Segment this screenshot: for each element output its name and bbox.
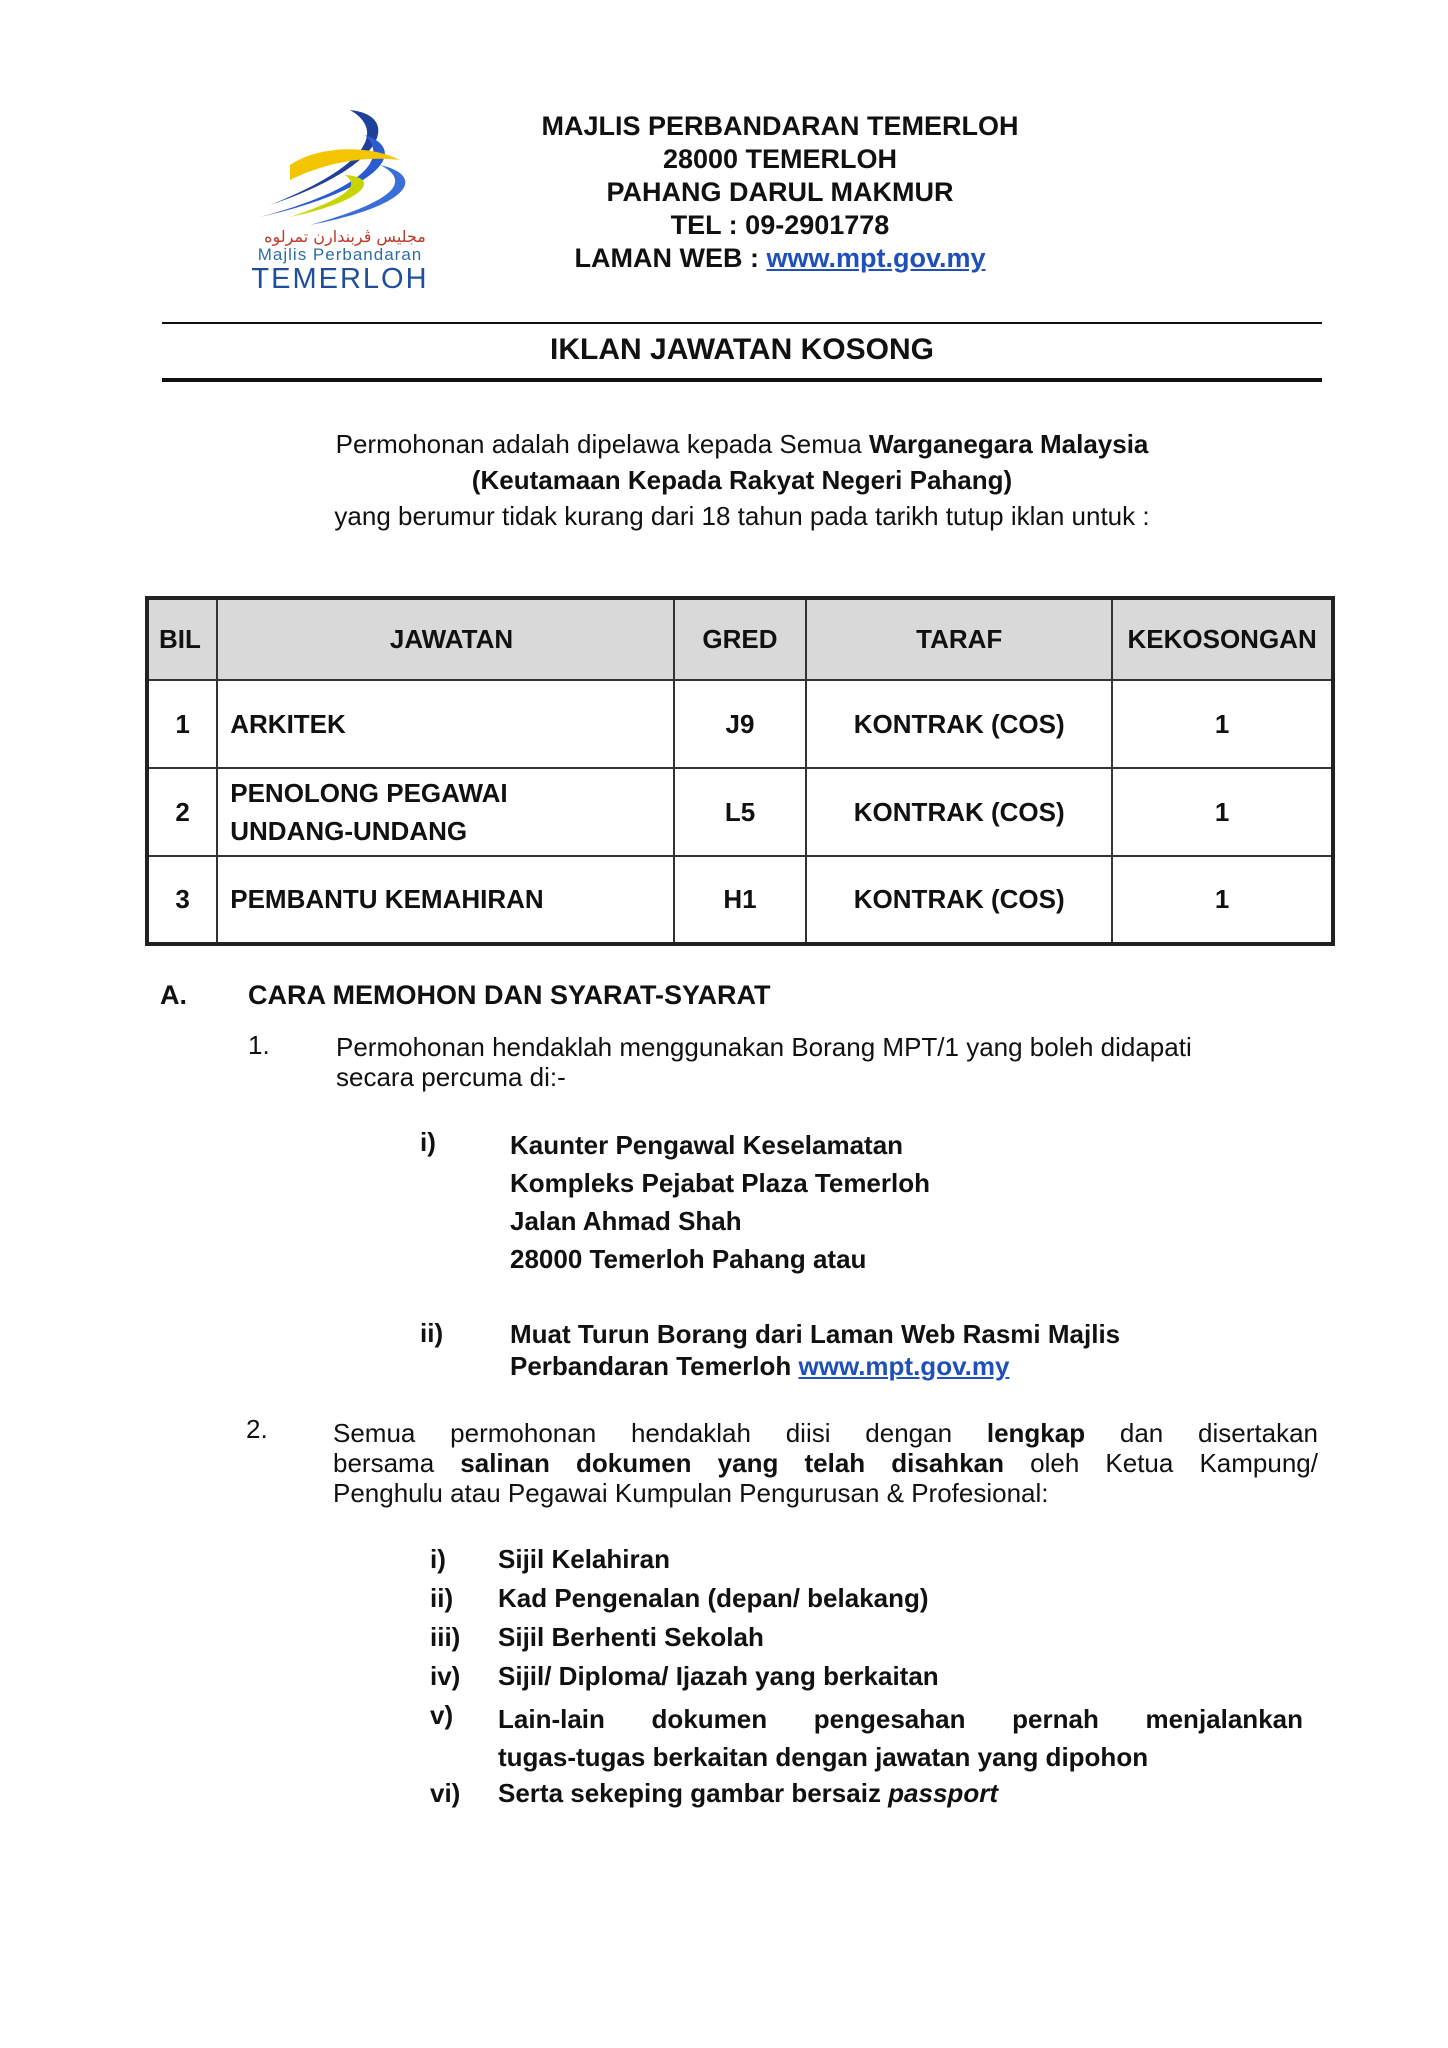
section-letter: A.: [160, 980, 187, 1010]
intro-line-2: (Keutamaan Kepada Rakyat Negeri Pahang): [471, 465, 1013, 495]
intro-line-1: Permohonan adalah dipelawa kepada Semua Warganegara Malaysia: [335, 429, 1149, 459]
item-1-number: 1.: [248, 1030, 270, 1060]
org-name: MAJLIS PERBANDARAN TEMERLOH: [541, 111, 1019, 141]
letterhead: [480, 110, 1080, 275]
website-line: [480, 242, 1080, 275]
header-kekosongan: KEKOSONGAN: [1112, 598, 1333, 680]
postcode-city: 28000 TEMERLOH: [662, 144, 898, 174]
header-gred: GRED: [674, 598, 806, 680]
sub-i-number: i): [420, 1127, 436, 1157]
intro-line-3: yang berumur tidak kurang dari 18 tahun pada tarikh tutup iklan untuk :: [334, 501, 1150, 531]
item-1-text: Permohonan hendaklah menggunakan Borang MPT/1 yang boleh didapati secara percuma di:-: [336, 1032, 1192, 1092]
top-rule: [162, 322, 1322, 324]
table-row: 3 PEMBANTU KEMAHIRAN H1 KONTRAK (COS) 1: [147, 856, 1333, 944]
download-instruction: Muat Turun Borang dari Laman Web Rasmi Majlis Perbandaran Temerloh www.mpt.gov.my: [510, 1319, 1121, 1381]
table-row: 1 ARKITEK J9 KONTRAK (COS) 1: [147, 680, 1333, 768]
item-2-text: Semua permohonan hendaklah diisi dengan lengkap dan disertakan bersama salinan dokumen yang telah disahkan oleh Ketua Kampung/ Penghulu atau Pegawai Kumpulan Pengurusan & Profesional:: [333, 1418, 1318, 1508]
download-website-link[interactable]: www.mpt.gov.my: [798, 1351, 1010, 1381]
swoosh-logo-icon: [250, 105, 440, 230]
website-label: LAMAN WEB :: [574, 243, 759, 273]
council-logo: [240, 105, 440, 295]
header-taraf: TARAF: [806, 598, 1112, 680]
logo-jawi-text: مجليس ڤربندارن تمرلوه: [264, 227, 426, 246]
header-bil: BIL: [147, 598, 217, 680]
item-2-number: 2.: [246, 1414, 268, 1444]
ad-title: IKLAN JAWATAN KOSONG: [550, 333, 934, 366]
website-link[interactable]: www.mpt.gov.my: [766, 243, 986, 273]
logo-subtitle: Majlis Perbandaran: [257, 245, 423, 264]
vacancy-table: [145, 596, 1335, 946]
table-row: 2 PENOLONG PEGAWAI UNDANG-UNDANG L5 KONTRAK (COS) 1: [147, 768, 1333, 856]
table-header-row: [147, 598, 1333, 680]
sub-ii-number: ii): [420, 1318, 444, 1348]
logo-name: TEMERLOH: [251, 263, 429, 295]
intro-text: [162, 426, 1322, 534]
bottom-rule: [162, 378, 1322, 382]
header-jawatan: JAWATAN: [217, 598, 674, 680]
telephone: TEL : 09-2901778: [670, 210, 890, 240]
state: PAHANG DARUL MAKMUR: [606, 177, 954, 207]
section-title: CARA MEMOHON DAN SYARAT-SYARAT: [248, 980, 771, 1010]
counter-address: Kaunter Pengawal Keselamatan Kompleks Pejabat Plaza Temerloh Jalan Ahmad Shah 28000 Temerloh Pahang atau: [510, 1130, 930, 1274]
